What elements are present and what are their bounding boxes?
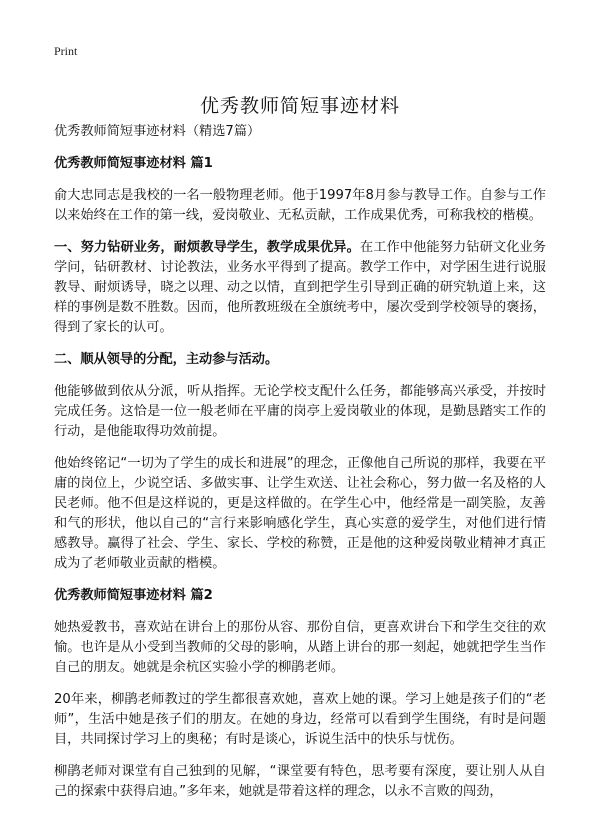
point-text: 在工作中他能努力钻研文化业务学问，钻研教材、讨论教法，业务水平得到了提高。教学工作中，对学困生进行说服教导、耐烦诱导，晓之以理、动之以情，直到把学生引导到正确的研究轨道上来，这样的事例是数不胜数。因而，他所教班级在全旗统考中，屡次受到学校领导的褒扬，得到了家长的认可。 [54,240,546,335]
point-heading: 一、努力钻研业务，耐烦教导学生，教学成果优异。 [54,240,360,255]
paragraph: 她热爱教书，喜欢站在讲台上的那份从容、那份自信，更喜欢讲台下和学生交往的欢愉。也许是从小受到当教师的父母的影响，从踏上讲台的那一刻起，她就把学生当作自己的朋友。她就是余杭区实验小学的柳鹃老师。 [54,620,546,675]
document-body [54,122,546,814]
section-heading: 优秀教师简短事迹材料 篇1 [54,156,213,171]
paragraph: 柳鹃老师对课堂有自己独到的见解，“课堂要有特色，思考要有深度，要让别人从自己的探索中获得启迪。”多年来，她就是带着这样的理念，以永不言败的闯劲， [54,764,546,799]
paragraph: 俞大忠同志是我校的一名一般物理老师。他于1997年8月参与教导工作。自参与工作以来始终在工作的第一线，爱岗敬业、无私贡献，工作成果优秀，可称我校的楷模。 [54,188,546,223]
page-title: 优秀教师简短事迹材料 [199,94,400,117]
section-heading: 优秀教师简短事迹材料 篇2 [54,588,213,603]
document-subtitle: 优秀教师简短事迹材料（精选7篇） [54,124,261,139]
paragraph: 他始终铭记“一切为了学生的成长和进展”的理念，正像他自己所说的那样，我要在平庸的岗位上，少说空话、多做实事、让学生欢送、让社会称心，努力做一名及格的人民老师。他不但是这样说的，更是这样做的。在学生心中，他经常是一副笑脸，友善和气的形状，他以自己的“言行来影响感化学生，真心实意的爱学生，对他们进行情感教导。赢得了社会、学生、家长、学校的称赞，正是他的这种爱岗敬业精神才真正成为了老师敬业贡献的楷模。 [54,456,546,571]
paragraph [54,238,546,338]
point-heading: 二、顺从领导的分配，主动参与活动。 [54,352,279,367]
paragraph: 他能够做到依从分派，听从指挥。无论学校支配什么任务，都能够高兴承受，并按时完成任务。这恰是一位一般老师在平庸的岗亭上爱岗敬业的体现，是勤恳踏实工作的行动，是他能取得功效前提。 [54,384,546,439]
paragraph: 20年来，柳鹃老师教过的学生都很喜欢她，喜欢上她的课。学习上她是孩子们的“老师”，生活中她是孩子们的朋友。在她的身边，经常可以看到学生围绕，有时是问题目，共同探讨学习上的奥秘；有时是谈心，诉说生活中的快乐与忧伤。 [54,692,546,747]
print-label[interactable]: Print [54,44,78,58]
